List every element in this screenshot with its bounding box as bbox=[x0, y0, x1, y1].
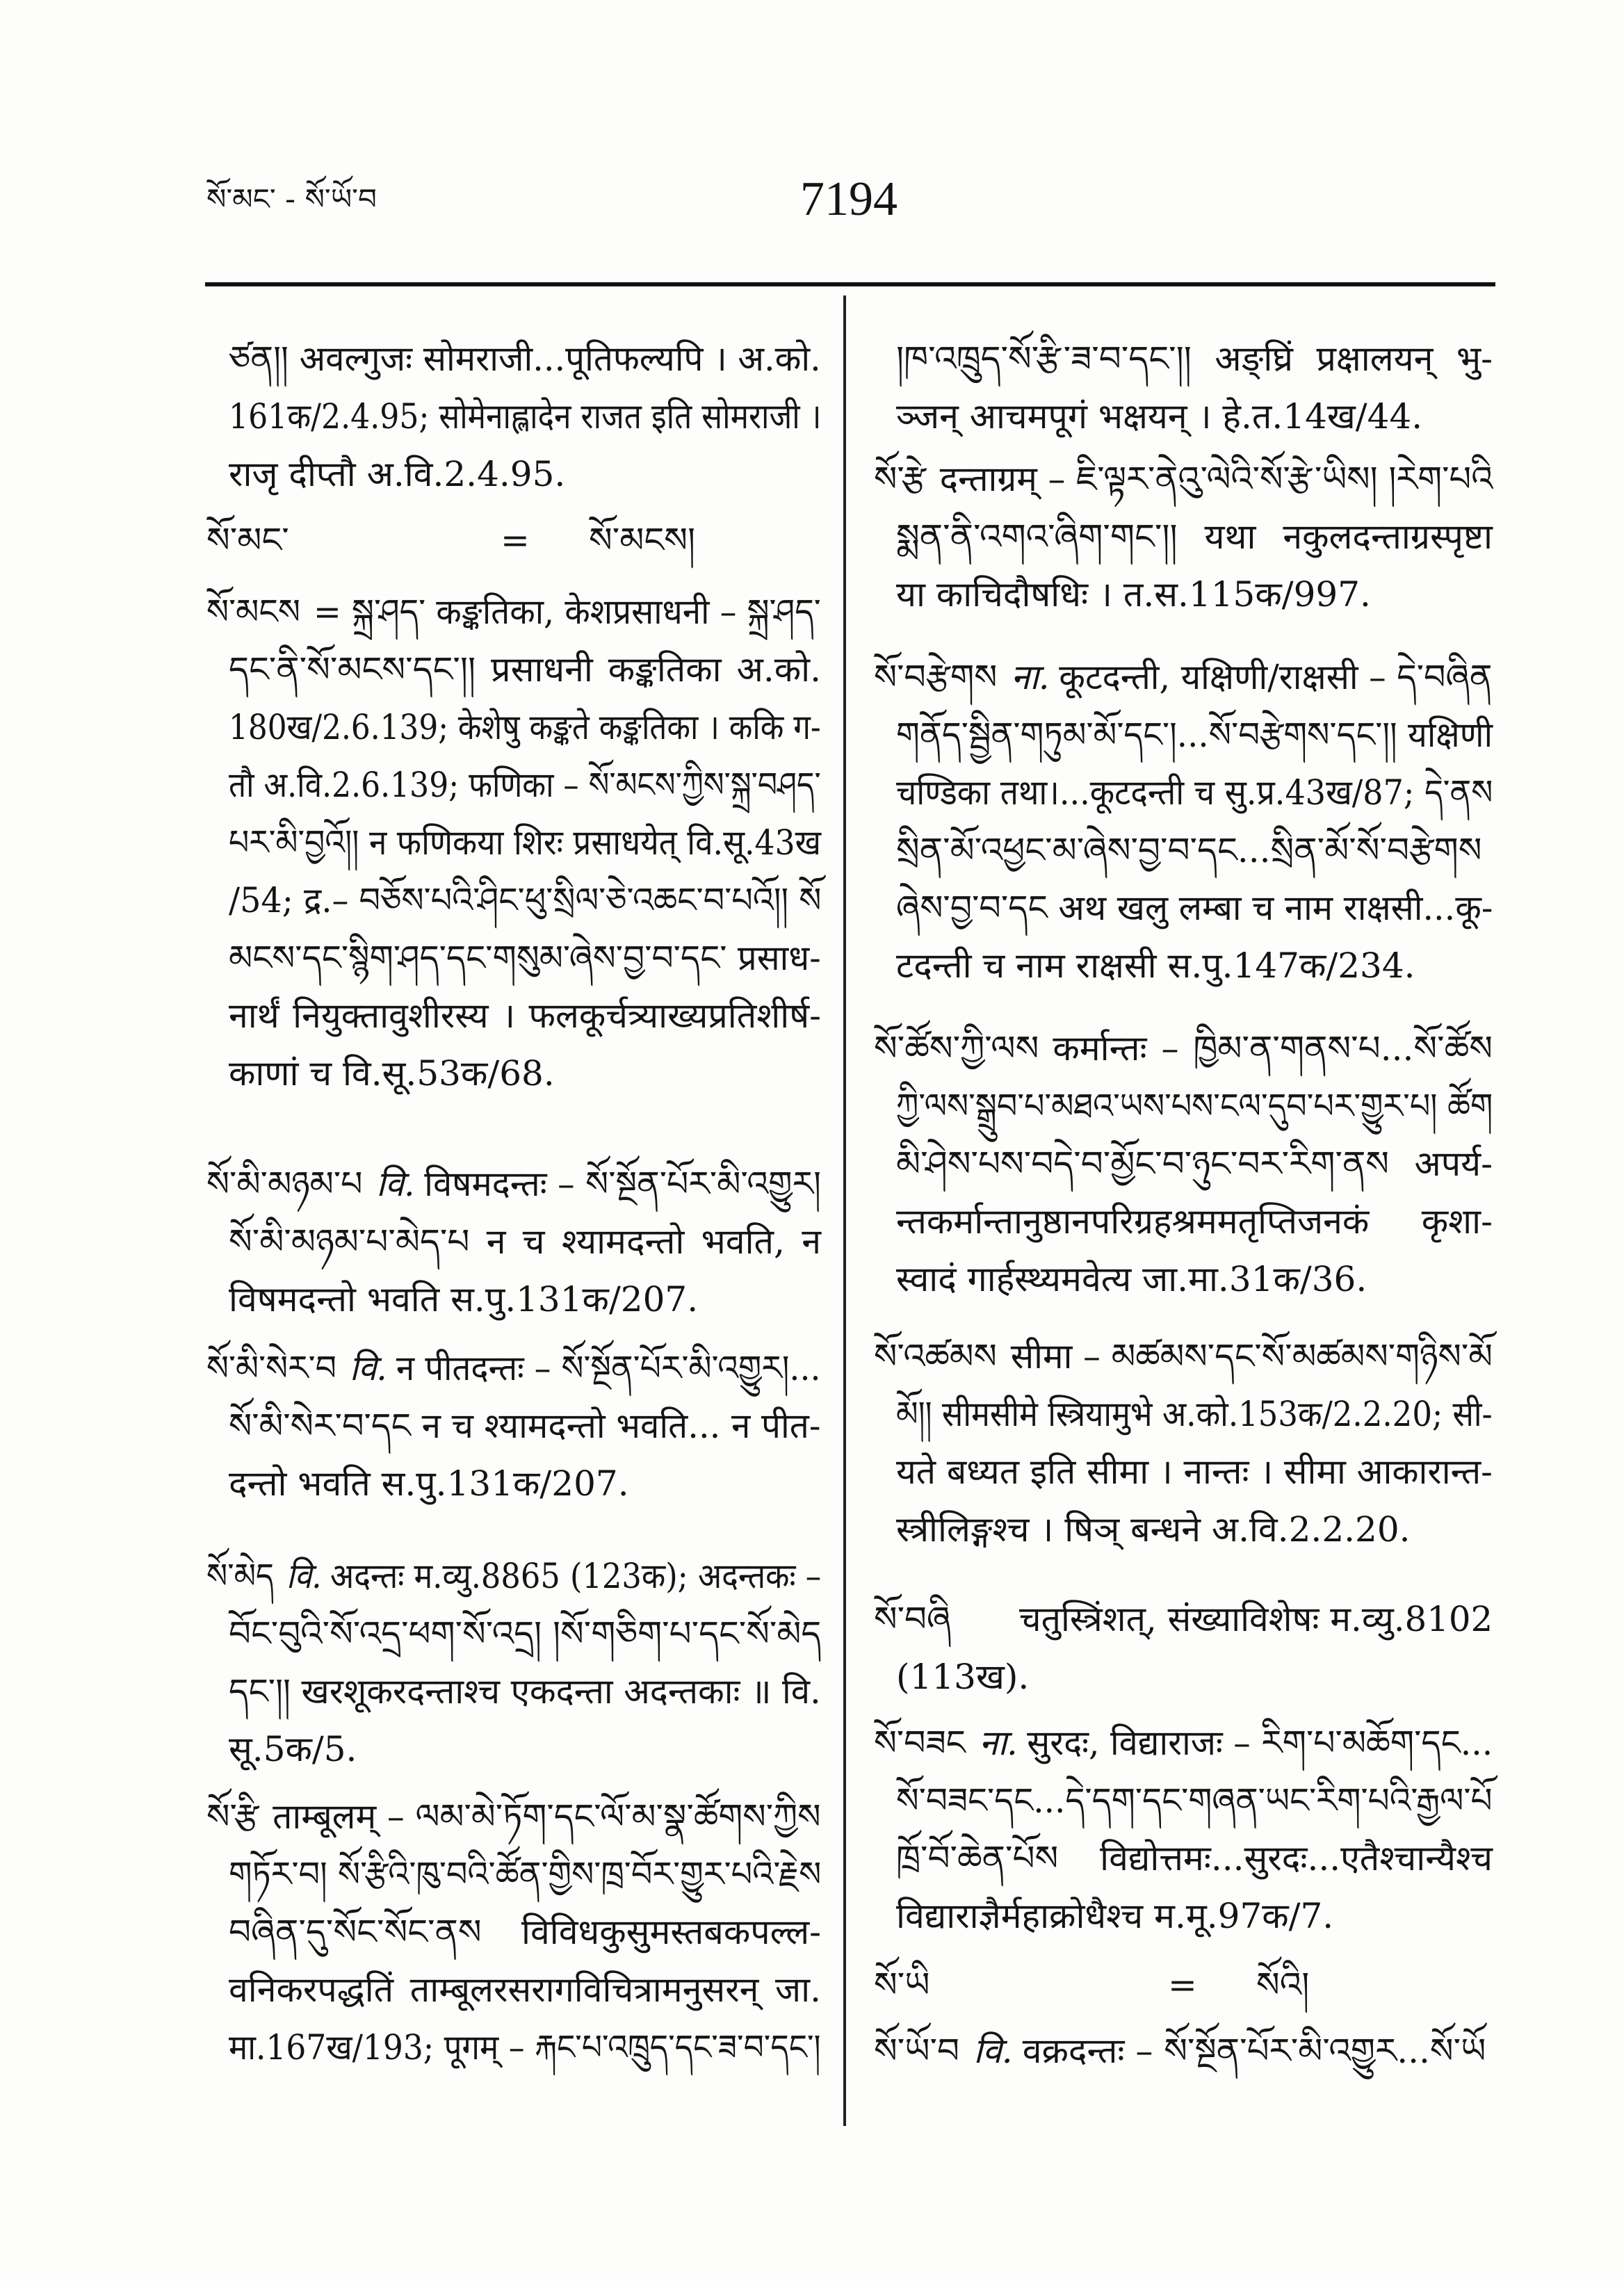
dictionary-entry bbox=[874, 1020, 1493, 1308]
headword: སོ་ཚོས་ཀྱི་ལས bbox=[874, 1028, 1039, 1069]
headword: སོ་མང་ bbox=[206, 520, 289, 560]
entry-text: कर्मान्तः – ཁྱིམ་ན་གནས་པ...སོ་ཚོས bbox=[1053, 1028, 1493, 1069]
entry-text: मा.167ख/193; पूगम् – རྐང་པ་འཁྲུད་དང་ཟ་བ་དང་། bbox=[229, 2027, 821, 2068]
entry-line bbox=[229, 756, 821, 814]
entry-line bbox=[896, 1888, 1493, 1945]
entry-text: ताम्बूलम् – ལམ་མེ་ཏོག་དང་ལོ་མ་སྣ་ཚོགས་ཀྱིས bbox=[273, 1796, 821, 1837]
entry-text: གནོད་སྦྱིན་གཏུམ་མོ་དང་།...སོ་བརྩེགས་དང་།། यक्षिणी bbox=[896, 715, 1493, 755]
grammar-label: वि. bbox=[376, 1164, 415, 1204]
entry-text: स्त्रीलिङ्गश्च । षिञ् बन्धने अ.वि.2.2.20. bbox=[896, 1509, 1411, 1550]
dictionary-entry bbox=[874, 2022, 1493, 2080]
entry-text: སོ་མི་མཉམ་པ་མེད་པ न च श्यामदन्तो भवति, न bbox=[229, 1221, 821, 1262]
entry-text: ཞེས་བྱ་བ་དང अथ खलु लम्बा च नाम राक्षसी...कू- bbox=[896, 888, 1493, 928]
entry-line bbox=[874, 1714, 1493, 1772]
entry-line bbox=[874, 1956, 1493, 2014]
equals-sign: = bbox=[501, 520, 530, 560]
grammar-label: ना. bbox=[979, 1723, 1018, 1763]
entry-line bbox=[206, 1155, 822, 1213]
entry-line bbox=[229, 641, 821, 699]
entry-text: कूटदन्ती, यक्षिणी/राक्षसी – དེ་བཞིན bbox=[1059, 657, 1493, 697]
entry-line bbox=[229, 2019, 821, 2077]
entry-line bbox=[896, 1443, 1493, 1501]
entry-text: या काचिदौषधिः । त.स.115क/997. bbox=[896, 574, 1371, 615]
entry-text: विद्याराज्ञैर्महाक्रोधैश्च म.मू.97क/7. bbox=[896, 1896, 1334, 1936]
headword: སོ་ཡི bbox=[874, 1965, 930, 2005]
left-column bbox=[206, 330, 821, 2077]
entry-line bbox=[229, 1961, 821, 2019]
entry-line bbox=[896, 566, 1493, 624]
grammar-label: वि. bbox=[286, 1556, 322, 1596]
entry-text: སྲིན་མོ་འཕྱང་མ་ཞེས་བྱ་བ་དང...སྲིན་མོ་སོ་བརྩེགས bbox=[896, 830, 1482, 870]
headword: སོ་བཟང bbox=[874, 1723, 966, 1763]
entry-text: सीमा – མཚམས་དང་སོ་མཚམས་གཉིས་མོ bbox=[1010, 1336, 1493, 1377]
entry-text: टदन्ती च नाम राक्षसी स.पु.147क/234. bbox=[896, 945, 1415, 986]
entry-line bbox=[896, 764, 1493, 822]
grammar-label: वि. bbox=[349, 1348, 387, 1388]
entry-line bbox=[229, 872, 822, 930]
entry-line bbox=[229, 1605, 820, 1663]
entry-text: 180ख/2.6.139; केशेषु कङ्कते कङ्कतिका । ककि ग- bbox=[229, 707, 821, 747]
entry-text: བཞིན་དུ་སོང་སོང་ནས विविधकुसुमस्तबकपल्ल- bbox=[229, 1912, 821, 1952]
entry-line bbox=[229, 1846, 822, 1903]
entry-line bbox=[896, 822, 1493, 879]
entry-line bbox=[229, 987, 821, 1045]
entry-line bbox=[896, 330, 1493, 388]
entry-line bbox=[206, 1788, 821, 1846]
headword: སོ་མི་སེར་བ bbox=[206, 1348, 336, 1388]
entry-line bbox=[229, 1397, 821, 1455]
entry-continuation bbox=[206, 330, 821, 503]
cross-reference: སོའི། bbox=[1256, 1965, 1310, 2005]
entry-line bbox=[896, 508, 1493, 566]
entry-line bbox=[206, 512, 821, 569]
entry-text: །ཁ་འཁྲུད་སོ་རྩི་ཟ་བ་དང་།། अङ्घ्रिं प्रक्षालयन् भु- bbox=[896, 339, 1493, 379]
dictionary-entry bbox=[206, 1340, 821, 1513]
entry-text: མོ།། सीमसीमे स्त्रियामुभे अ.को.153क/2.2.20; सी- bbox=[896, 1394, 1493, 1434]
entry-text: नार्थं नियुक्तावुशीरस्य । फलकूर्चत्र्याख्यप्रतिशीर्ष- bbox=[229, 996, 821, 1036]
entry-line bbox=[229, 1663, 821, 1721]
entry-text: པར་མི་བྱའོ།། न फणिकया शिरः प्रसाधयेत् वि.सू.43ख bbox=[229, 822, 822, 863]
headword: སོ་མངས bbox=[206, 592, 300, 632]
entry-line bbox=[896, 1648, 1493, 1706]
entry-text: དང་།། खरशूकरदन्ताश्च एकदन्ता अदन्तकाः ॥ वि. bbox=[229, 1671, 821, 1712]
entry-line bbox=[896, 1772, 1493, 1830]
entry-text: མངས་དང་སྙིག་ཤད་དང་གསུམ་ཞེས་བྱ་བ་དང་ प्रसाध- bbox=[229, 938, 821, 978]
headword: སོ་ཡོ་བ bbox=[874, 2031, 960, 2071]
headword: སོ་མི་མཉམ་པ bbox=[206, 1164, 363, 1204]
entry-line bbox=[896, 1830, 1493, 1888]
entry-text: ཁྲོ་བོ་ཆེན་པོས विद्योत्तमः...सुरदः...एतैश्चान्यैश्च bbox=[896, 1838, 1493, 1878]
entry-text: ཀྱི་ལས་སྒྲུབ་པ་མཐའ་ཡས་པས་ངལ་དུབ་པར་གྱུར་པ། ཚོག bbox=[896, 1086, 1493, 1126]
entry-text: वक्रदन्तः – སོ་སྔོན་པོར་མི་འགྱུར...སོ་ཡོ bbox=[1022, 2031, 1486, 2071]
entry-text: ञ्जन् आचमपूगं भक्षयन् । हे.त.14ख/44. bbox=[896, 396, 1423, 437]
entry-text: न्तकर्मान्तानुष्ठानपरिग्रहश्रममतृप्तिजनकं कृशा- bbox=[896, 1201, 1493, 1242]
entry-line bbox=[229, 1455, 821, 1513]
entry-text: वनिकरपद्धतिं ताम्बूलरसरागविचित्रामनुसरन् जा. bbox=[229, 1970, 821, 2010]
headword: སོ་མེད bbox=[206, 1556, 274, 1596]
entry-text: གཏོར་བ། སོ་རྩིའི་ཁུ་བའི་ཚོན་གྱིས་ཁྲ་བོར་གྱུར་པའི་རྗེས bbox=[229, 1854, 822, 1894]
entry-text: སོ་མི་སེར་བ་དང न च श्यामदन्तो भवति... न पीत- bbox=[229, 1406, 821, 1446]
dictionary-entry bbox=[874, 1714, 1493, 1945]
entry-line bbox=[874, 450, 1493, 508]
entry-line bbox=[229, 814, 822, 872]
entry-line bbox=[229, 446, 821, 503]
dictionary-entry bbox=[874, 450, 1493, 624]
entry-text: न पीतदन्तः – སོ་སྔོན་པོར་མི་འགྱུར།... bbox=[396, 1348, 821, 1388]
entry-text: མི་ཤེས་པས་བདེ་བ་མྱོང་བ་ཉུང་བར་རིག་ནས अपर्य- bbox=[896, 1144, 1493, 1184]
entry-line bbox=[874, 2022, 1493, 2080]
entry-text: = སྐྲ་ཤད་ कङ्कतिका, केशप्रसाधनी – སྐྲ་ཤད་ bbox=[313, 592, 821, 632]
entry-line bbox=[874, 1020, 1493, 1078]
entry-line bbox=[229, 699, 821, 756]
entry-line bbox=[896, 1078, 1493, 1135]
entry-line bbox=[229, 1213, 821, 1271]
entry-line bbox=[874, 1328, 1493, 1386]
entry-line bbox=[896, 706, 1493, 764]
entry-line bbox=[206, 1548, 822, 1605]
entry-text: दन्ताग्रम् – ཇི་ལྟར་ནེའུ་ལེའི་སོ་རྩེ་ཡིས། །རེག་པའི bbox=[939, 459, 1493, 499]
entry-text: चण्डिका तथा।...कूटदन्ती च सु.प्र.43ख/87; དེ་ནས bbox=[896, 772, 1493, 813]
entry-line bbox=[229, 330, 821, 388]
entry-text: (113ख). bbox=[896, 1657, 1030, 1697]
headword: སོ་བརྩེགས bbox=[874, 657, 998, 697]
entry-line bbox=[229, 1721, 821, 1778]
headword: སོ་བཞི bbox=[874, 1599, 951, 1639]
cross-reference: སོ་མངས། bbox=[589, 520, 696, 560]
entry-line bbox=[896, 388, 1493, 446]
page-number: 7194 bbox=[800, 172, 898, 226]
entry-text: ཙན།། अवल्गुजः सोमराजी...पूतिफल्यपि । अ.को. bbox=[229, 339, 821, 379]
entry-text: काणां च वि.सू.53क/68. bbox=[229, 1053, 555, 1094]
grammar-label: ना. bbox=[1010, 657, 1050, 697]
column-divider bbox=[843, 295, 846, 2126]
dictionary-entry bbox=[874, 1956, 1493, 2014]
dictionary-entry bbox=[874, 1591, 1493, 1706]
entry-line bbox=[896, 937, 1493, 995]
equals-sign: = bbox=[1168, 1965, 1197, 2005]
headword: སོ་རྩི bbox=[206, 1796, 259, 1837]
entry-text: /54; द्र.– བཅོས་པའི་ཤིང་ཕུ་སྲིལ་ཅེ་འཆང་བ་པའོ།། སོ bbox=[229, 880, 822, 920]
dictionary-entry bbox=[206, 583, 821, 1103]
header-rule bbox=[205, 282, 1495, 286]
entry-line bbox=[229, 1903, 821, 1961]
entry-line bbox=[206, 1340, 821, 1397]
headword: སོ་འཚམས bbox=[874, 1336, 997, 1377]
entry-line bbox=[229, 388, 822, 446]
dictionary-entry bbox=[874, 1328, 1493, 1559]
entry-text: བོང་བུའི་སོ་འདྲ་ཕག་སོ་འདྲ། །སོ་གཅིག་པ་དང་སོ་མེད bbox=[229, 1614, 822, 1654]
entry-text: སོ་བཟང་དང...དེ་དག་དང་གཞན་ཡང་རིག་པའི་རྒྱལ་པོ bbox=[896, 1780, 1493, 1821]
headword: སོ་རྩེ bbox=[874, 459, 926, 499]
entry-text: सू.5क/5. bbox=[229, 1729, 357, 1769]
entry-line bbox=[896, 1193, 1493, 1251]
entry-text: तौ अ.वि.2.6.139; फणिका – སོ་མངས་ཀྱིས་སྐྲ་བཤད་ bbox=[229, 765, 821, 805]
entry-text: सुरदः, विद्याराजः – རིག་པ་མཆོག་དང... bbox=[1027, 1723, 1493, 1763]
entry-line bbox=[229, 1045, 821, 1103]
entry-text: दन्तो भवति स.पु.131क/207. bbox=[229, 1463, 629, 1504]
entry-text: विषमदन्तः – སོ་སྔོན་པོར་མི་འགྱུར། bbox=[424, 1164, 822, 1204]
running-head: སོ་མང་ - སོ་ཡོ་བ bbox=[206, 182, 377, 216]
entry-line bbox=[896, 879, 1493, 937]
entry-line bbox=[896, 1251, 1493, 1308]
dictionary-entry bbox=[206, 1155, 821, 1329]
dictionary-entry bbox=[206, 512, 821, 569]
entry-text: यते बध्यत इति सीमा । नान्तः । सीमा आकारान्त- bbox=[896, 1452, 1493, 1492]
entry-text: विषमदन्तो भवति स.पु.131क/207. bbox=[229, 1279, 699, 1320]
entry-text: अदन्तः म.व्यु.8865 (123क); अदन्तकः – bbox=[330, 1556, 822, 1596]
dictionary-entry bbox=[206, 1788, 821, 2077]
entry-line bbox=[206, 583, 821, 641]
entry-text: དང་ནི་སོ་མངས་དང་།། प्रसाधनी कङ्कतिका अ.को. bbox=[229, 649, 821, 690]
entry-line bbox=[896, 1501, 1493, 1559]
dictionary-entry bbox=[206, 1548, 821, 1778]
entry-line bbox=[896, 1386, 1493, 1443]
entry-line bbox=[229, 930, 821, 987]
right-column bbox=[874, 330, 1493, 2080]
entry-text: राजृ दीप्तौ अ.वि.2.4.95. bbox=[229, 454, 566, 494]
dictionary-entry bbox=[874, 649, 1493, 995]
entry-line bbox=[874, 649, 1493, 706]
entry-line bbox=[229, 1271, 821, 1329]
entry-text: चतुस्त्रिंशत्, संख्याविशेषः म.व्यु.8102 bbox=[1019, 1599, 1493, 1639]
entry-line bbox=[874, 1591, 1493, 1648]
entry-continuation bbox=[874, 330, 1493, 446]
entry-line bbox=[896, 1135, 1493, 1193]
grammar-label: वि. bbox=[973, 2031, 1013, 2071]
entry-text: སྨན་ནི་འགའ་ཞིག་གང་།། यथा नकुलदन्ताग्रस्पृष्टा bbox=[896, 517, 1493, 557]
entry-text: 161क/2.4.95; सोमेनाह्लादेन राजत इति सोमराजी । bbox=[229, 396, 822, 437]
entry-text: स्वादं गार्हस्थ्यमवेत्य जा.मा.31क/36. bbox=[896, 1259, 1367, 1299]
